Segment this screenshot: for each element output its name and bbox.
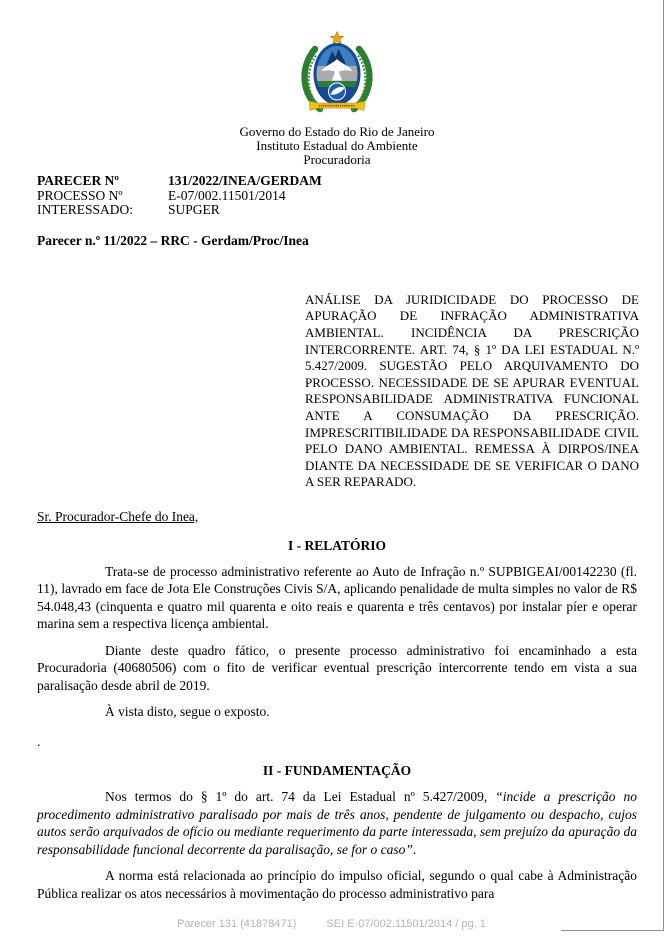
ementa-summary-block: ANÁLISE DA JURIDICIDADE DO PROCESSO DE APURAÇÃO DE INFRAÇÃO ADMINISTRATIVA AMBIENTAL. INCIDÊNCIA DA PRESCRIÇÃO INTERCORRENTE. ART. 74, § 1º DA LEI ESTADUAL N.º 5.427/2009. SUGESTÃO PELO ARQUIVAMENTO DO PROCESSO. NECESSIDADE DE SE APURAR EVENTUAL RESPONSABILIDADE ADMINISTRATIVA FUNCIONAL ANTE A CONSUMAÇÃO DA PRESCRIÇÃO. IMPRESCRITIBILIDADE DA RESPONSABILIDADE CIVIL PELO DANO AMBIENTAL. REMESSA À DIRPOS/INEA DIANTE DA NECESSIDADE DE SE VERIFICAR O DANO A SER REPARADO. <box>305 291 639 490</box>
section-title-fundamentacao: II - FUNDAMENTAÇÃO <box>262 763 412 779</box>
page-edge-line-right <box>663 0 664 930</box>
fundamentacao-p1-tail: . <box>412 841 417 857</box>
footer-sei-page-number: SEI E-07/002.11501/2014 / pg. 1 <box>326 918 486 930</box>
relatorio-paragraph-3: À vista disto, segue o exposto. <box>105 704 270 720</box>
meta-row-interessado <box>37 203 637 218</box>
document-meta <box>37 174 637 218</box>
crest-container <box>37 30 637 123</box>
relatorio-paragraph-1: Trata-se de processo administrativo referente ao Auto de Infração n.º SUPBIGEAI/00142230 (fl. 11), lavrado em face de Jota Ele Construções Civis S/A, aplicando penalidade de multa simples no valor de R$ 54.048,43 (cinquenta e quatro mil quarenta e oito reais e quarenta e três centavos) por instalar píer e operar marina sem a respectiva licença ambiental. <box>37 563 637 632</box>
section-title-relatorio: I - RELATÓRIO <box>287 537 386 553</box>
stray-dot: . <box>37 733 41 749</box>
fundamentacao-paragraph-1 <box>37 788 637 858</box>
rio-de-janeiro-coat-of-arms-icon <box>289 30 385 118</box>
fundamentacao-paragraph-2: A norma está relacionada ao princípio do impulso oficial, segundo o qual cabe à Administração Pública realizar os atos necessários à movimentação do processo administrativo para <box>37 868 637 901</box>
fundamentacao-p1-quote: “incide a prescrição no procedimento administrativo paralisado por mais de três anos, pendente de julgamento ou despacho, cujos autos serão arquivados de ofício ou mediante requerimento da parte interessada, sem prejuízo da apuração da responsabilidade funcional decorrente da paralisação, se for o caso” <box>37 789 637 857</box>
meta-row-processo <box>37 189 637 204</box>
org-line-institute: Instituto Estadual do Ambiente <box>256 138 418 153</box>
meta-row-parecer <box>37 174 637 189</box>
interessado-value: SUPGER <box>168 202 220 218</box>
page-footer <box>0 918 663 930</box>
page-edge-line-bottom <box>561 930 664 931</box>
processo-number-value: E-07/002.11501/2014 <box>168 187 286 203</box>
org-line-department: Procuradoria <box>303 152 371 167</box>
processo-number-label: PROCESSO Nº <box>37 187 123 203</box>
salutation: Sr. Procurador-Chefe do Inea, <box>37 508 199 524</box>
document-page <box>37 30 637 902</box>
relatorio-paragraph-2: Diante deste quadro fático, o presente processo administrativo foi encaminhado a esta Procuradoria (40680506) com o fito de verificar eventual prescrição intercorrente tendo em vista a sua paralisação desde abril de 2019. <box>37 642 637 693</box>
parecer-number-value: 131/2022/INEA/GERDAM <box>168 173 322 188</box>
org-line-government: Governo do Estado do Rio de Janeiro <box>239 124 435 139</box>
footer-document-id: Parecer 131 (41878471) <box>177 918 297 930</box>
parecer-number-label: PARECER Nº <box>37 173 119 188</box>
interessado-label: INTERESSADO: <box>37 202 134 218</box>
org-header <box>37 125 637 167</box>
parecer-reference-line: Parecer n.º 11/2022 – RRC - Gerdam/Proc/Inea <box>37 232 309 248</box>
fundamentacao-p1-lead: Nos termos do § 1º do art. 74 da Lei Estadual nº 5.427/2009, <box>105 789 496 805</box>
